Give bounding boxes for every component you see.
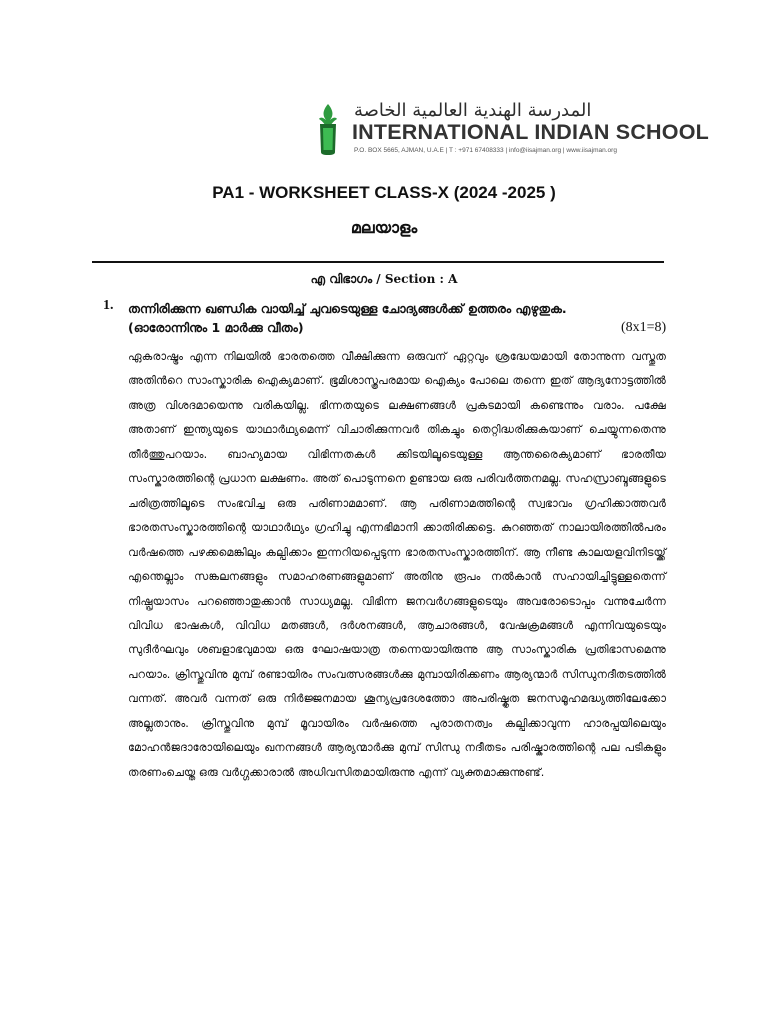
question-marks: (8x1=8) xyxy=(621,320,667,335)
school-header xyxy=(314,100,709,162)
passage-text: ഏകരാഷ്ട്രം എന്ന നിലയിൽ ഭാരതത്തെ വീക്ഷിക്കുന്ന ഒരുവന് ഏറ്റവും ശ്രദ്ധേയമായി തോന്നുന്ന വസ്തുത അതിൻറെ സാംസ്കാരിക ഐക്യമാണ്. ഭൂമിശാസ്ത്രപരമായ ഐക്യം പോലെ തന്നെ ഇത് ആദ്യനോട്ടത്തിൽ അത്ര വിശദമായെന്നു വരികയില്ല. ഭിന്നതയുടെ ലക്ഷണങ്ങൾ പ്രകടമായി കണ്ടെന്നും വരാം. പക്ഷേ അതാണ് ഇന്ത്യയുടെ യാഥാർഥ്യമെന്ന് വിചാരിക്കുന്നവർ തികച്ചും തെറ്റിദ്ധരിക്കുകയാണ് ചെയ്യുന്നതെന്നു തീർത്തുപറയാം. ബാഹ്യമായ വിഭിന്നതകൾ ക്കിടയിലൂടെയുള്ള ആന്തരൈക്യമാണ് ഭാരതീയ സംസ്കാരത്തിന്റെ പ്രധാന ലക്ഷണം. അത് പൊടുന്നനെ ഉണ്ടായ ഒരു പരിവർത്തനമല്ല. സഹസ്രാബ്ദങ്ങളുടെ ചരിത്രത്തിലൂടെ സംഭവിച്ച ഒരു പരിണാമമാണ്. ആ പരിണാമത്തിന്റെ സ്വഭാവം ഗ്രഹിക്കാത്തവർ ഭാരതസംസ്കാരത്തിന്റെ യാഥാർഥ്യം ഗ്രഹിച്ചു എന്നഭിമാനി ക്കാതിരിക്കട്ടെ. കുറഞ്ഞത് നാലായിരത്തിൽപരം വർഷത്തെ പഴക്കമെങ്കിലും കല്പിക്കാം ഇന്നറിയപ്പെടുന്ന ഭാരതസംസ്കാരത്തിന്. ആ നീണ്ട കാലയളവിനിടയ്ക്ക് എന്തെല്ലാം സങ്കലനങ്ങളും സമാഹരണങ്ങളുമാണ് അതിനു രൂപം നൽകാൻ സഹായിച്ചിട്ടുള്ളതെന്ന് നിഷ്പ്രയാസം പറഞ്ഞൊതുക്കാൻ സാധ്യമല്ല. വിഭിന്ന ജനവർഗങ്ങളുടെയും അവരോടൊപ്പം വന്നുചേർന്ന വിവിധ ഭാഷകൾ, വിവിധ മതങ്ങൾ, ദർശനങ്ങൾ, ആചാരങ്ങൾ, വേഷക്രമങ്ങൾ എന്നിവയുടെയും സുദീർഘവും ശബളാഭവുമായ ഒരു ഘോഷയാത്ര തന്നെയായിരുന്നു ആ സാംസ്കാരിക പ്രതിഭാസമെന്നു പറയാം. ക്രിസ്തുവിനു മുമ്പ് രണ്ടായിരം സംവത്സരങ്ങൾക്കു മുമ്പായിരിക്കണം ആര്യന്മാർ സിന്ധുനദീതടത്തിൽ വന്നത്. അവർ വന്നത് ഒരു നിർജ്ജനമായ ശൂന്യപ്രദേശത്തോ അപരിഷ്കൃത ജനസമൂഹമദ്ധ്യത്തിലേക്കോ അല്ലതാനും. ക്രിസ്തുവിനു മുമ്പ് മൂവായിരം വർഷത്തെ പുരാതനത്വം കല്പിക്കാവുന്ന ഹാരപ്പയിലെയും മോഹൻജദാരോയിലെയും ഖനനങ്ങൾ ആര്യന്മാർക്കു മുമ്പ് സിന്ധു നദീതടം പരിഷ്കാരത്തിന്റെ പല പടികളും തരണംചെയ്ത ഒരു വർഗ്ഗക്കാരാൽ അധിവസിതമായിരുന്നു എന്ന് വ്യക്തമാക്കുന്നുണ്ട്. xyxy=(128,350,666,779)
divider-line xyxy=(92,261,664,263)
question-number: 1. xyxy=(103,298,114,313)
school-contact: P.O. BOX 5665, AJMAN, U.A.E | T : +971 67408333 | info@iisajman.org | www.iisajman.org xyxy=(354,147,617,154)
question-instruction: തന്നിരിക്കുന്ന ഖണ്ഡിക വായിച്ച് ചുവടെയുള്ള ചോദ്യങ്ങൾക്ക് ഉത്തരം എഴുതുക. xyxy=(128,301,567,316)
section-heading: എ വിഭാഗം / Section : A xyxy=(310,272,458,286)
subject-heading: മലയാളം xyxy=(350,218,418,237)
worksheet-title: PA1 - WORKSHEET CLASS-X (2024 -2025 ) xyxy=(212,183,556,202)
question-marks-note: (ഓരോന്നിനും 1 മാർക്കു വീതം) xyxy=(128,320,304,335)
school-arabic-name: المدرسة الهندية العالمية الخاصة xyxy=(354,100,592,121)
school-logo-icon xyxy=(314,102,342,156)
reading-passage xyxy=(128,345,666,785)
school-name: INTERNATIONAL INDIAN SCHOOL xyxy=(352,120,709,144)
